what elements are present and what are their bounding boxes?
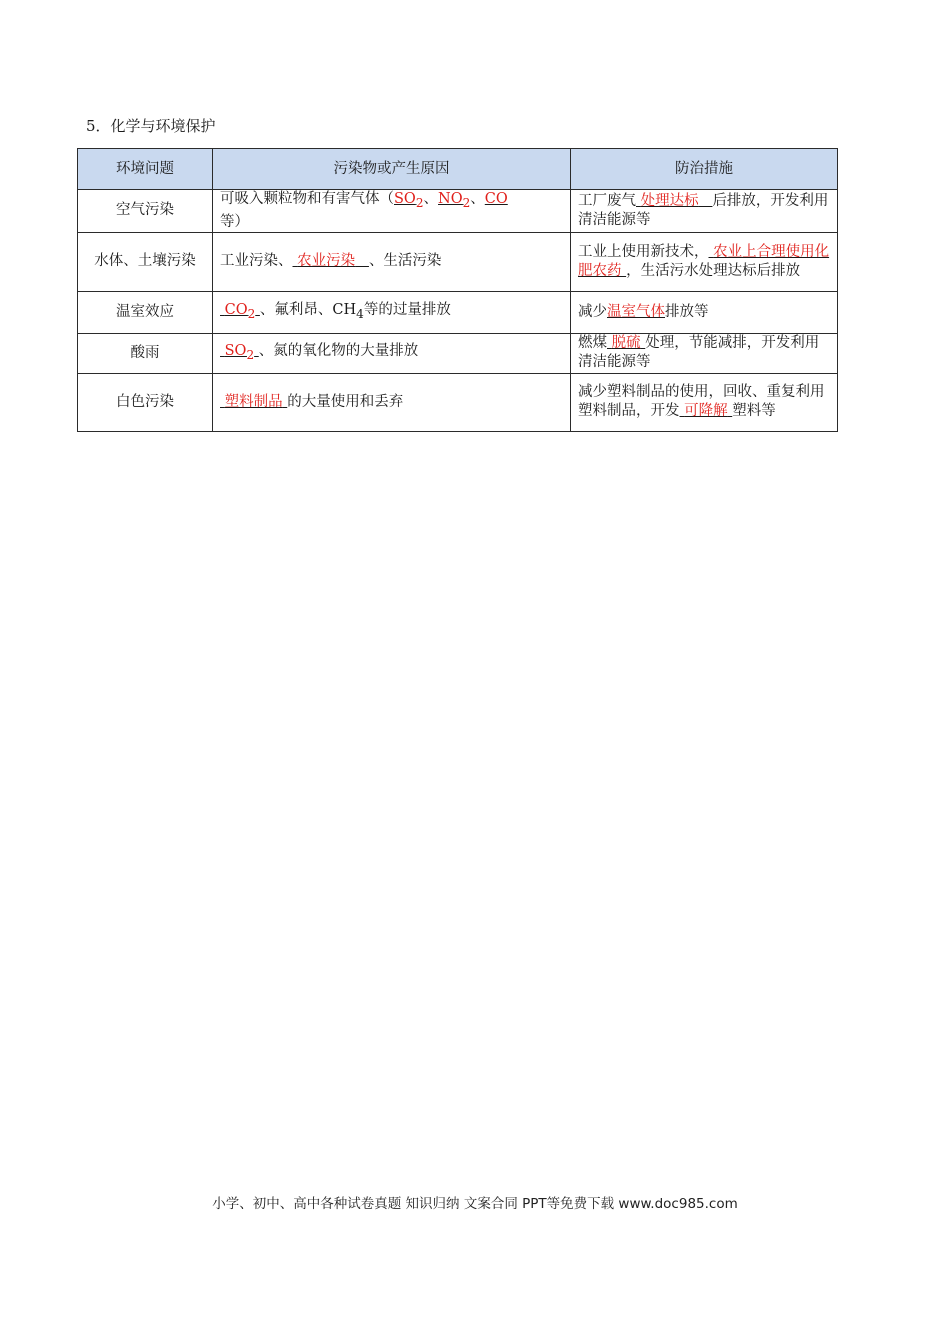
table-row [78,291,838,333]
answer-text: 处理达标 [640,192,699,209]
cause-cell: 工业污染、 农业污染 、生活污染 [213,232,571,291]
issue-cell: 水体、土壤污染 [78,232,213,291]
header-issue: 环境问题 [78,149,213,190]
environment-table [77,148,838,432]
answer-text: $NO_2$ [438,191,471,210]
table-row [78,333,838,373]
answer-text: 农业上合理使用化肥农药 [578,243,830,279]
measure-cell: 工厂废气 处理达标 后排放，开发利用清洁能源等 [571,190,838,233]
measure-cell: 工业上使用新技术， 农业上合理使用化肥农药 ，生活污水处理达标后排放 [571,232,838,291]
table-row [78,373,838,431]
section-title: 5．化学与环境保护 [86,117,216,135]
issue-cell: 空气污染 [78,190,213,233]
header-cause: 污染物或产生原因 [213,149,571,190]
cause-cell: $SO_2$ 、氮的氧化物的大量排放 [213,333,571,373]
answer-text: 温室气体 [607,303,665,320]
table-row [78,232,838,291]
answer-text: 脱硫 [611,335,641,352]
header-measure: 防治措施 [571,149,838,190]
table-header-row [78,149,838,190]
cause-cell: 可吸入颗粒物和有害气体（$SO_2$、$NO_2$、CO 等） [213,190,571,233]
table-row [78,190,838,233]
measure-cell: 减少温室气体排放等 [571,291,838,333]
cause-cell: $CO_2$ 、氟利昂、$CH_4$等的过量排放 [213,291,571,333]
issue-cell: 酸雨 [78,333,213,373]
answer-text: $SO_2$ [394,191,424,210]
answer-text: 可降解 [684,403,728,420]
measure-cell: 燃煤 脱硫 处理，节能减排，开发利用清洁能源等 [571,333,838,373]
answer-text: $SO_2$ [224,342,255,362]
measure-cell: 减少塑料制品的使用，回收、重复利用塑料制品，开发 可降解 塑料等 [571,373,838,431]
answer-text: $CO_2$ [224,301,256,321]
answer-text: 农业污染 [297,253,356,270]
answer-text: CO [484,191,508,207]
cause-cell: 塑料制品 的大量使用和丢弃 [213,373,571,431]
issue-cell: 温室效应 [78,291,213,333]
answer-text: 塑料制品 [224,393,283,410]
footer-text: 小学、初中、高中各种试卷真题 知识归纳 文案合同 PPT等免费下载 www.doc985.com [212,1196,738,1212]
issue-cell: 白色污染 [78,373,213,431]
